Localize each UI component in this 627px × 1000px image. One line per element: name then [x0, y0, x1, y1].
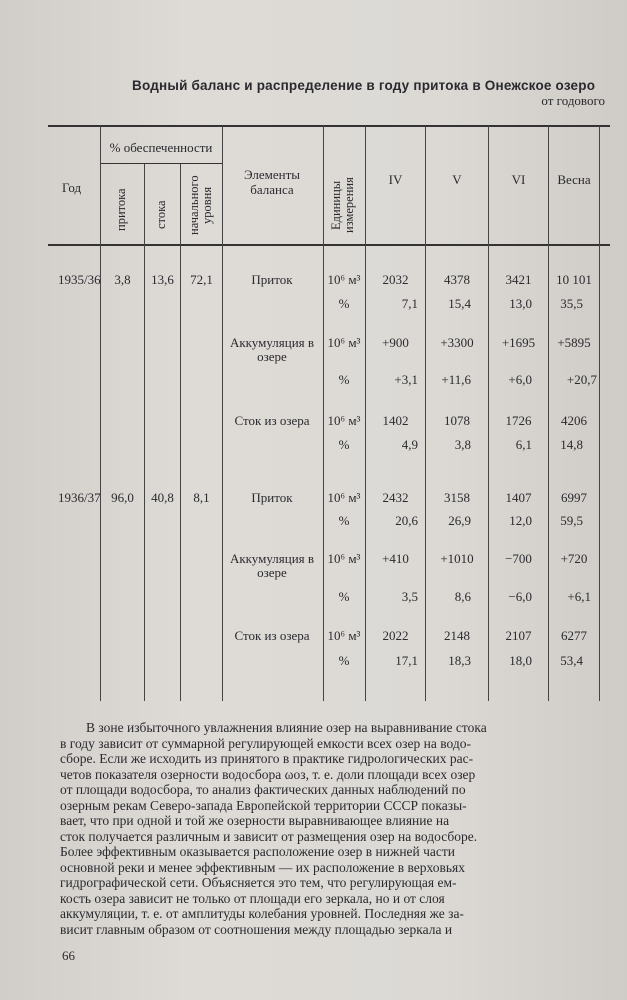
col-rule-2	[144, 164, 145, 701]
unit-volume: 10⁶ м³	[327, 413, 361, 428]
cell: 6997	[561, 490, 587, 505]
paragraph-line: аккумуляции, т. е. от амплитуды колебания уровней. Последняя же за-	[60, 906, 464, 921]
cell: +6,0	[508, 372, 532, 387]
element-name: Приток	[251, 490, 293, 505]
header-units: Единицы измерения	[329, 177, 356, 233]
element-name: Аккумуляция в озере	[229, 551, 315, 580]
header-bottom-rule	[48, 244, 610, 246]
header-initial-level: начального уровня	[187, 175, 214, 235]
cell: 6,1	[515, 437, 532, 452]
cell: −700	[505, 551, 532, 566]
header-runoff: стока	[154, 200, 168, 230]
cell: 2148	[444, 628, 470, 643]
cell: 2107	[505, 628, 532, 643]
cell: 2032	[382, 272, 409, 287]
cell: +720	[560, 551, 588, 566]
header-year: Год	[62, 180, 82, 195]
cell: 4206	[561, 413, 587, 428]
paragraph-line: висит главным образом от соотношения между площадью зеркала и	[60, 921, 453, 937]
unit-percent: %	[338, 653, 350, 668]
cell: 2022	[382, 628, 409, 643]
header-spring: Весна	[557, 172, 591, 187]
paragraph-line: Более эффективным оказывается расположение озер в нижней части	[60, 844, 456, 859]
unit-volume: 10⁶ м³	[327, 272, 361, 287]
cell: 1726	[505, 413, 532, 428]
year-1935-36: 1935/36	[58, 272, 101, 287]
table-title: Водный баланс и распределение в году притока в Онежское озеро	[132, 78, 596, 93]
p-inflow-1935: 3,8	[114, 272, 131, 287]
cell: 4378	[444, 272, 470, 287]
paragraph-line: четов показателя озерности водосбора ωоз, т. е. доли площади всех озер	[60, 766, 476, 782]
paragraph-line: кость озера зависит не только от площади его зеркала, но и от слоя	[60, 890, 445, 906]
cell: 59,5	[560, 513, 583, 528]
cell: 6277	[561, 628, 587, 643]
cell: 18,0	[509, 653, 532, 668]
cell: +1695	[501, 335, 536, 350]
header-month-v: V	[452, 172, 462, 187]
cell: 18,3	[448, 653, 471, 668]
paragraph-line: озерным рекам Северо-запада Европейской территории СССР показы-	[60, 797, 467, 813]
element-name: Аккумуляция в озере	[229, 335, 315, 364]
provision-group-rule	[100, 163, 222, 164]
paragraph-line: гидрографической сети. Объясняется это тем, что регулирующая ем-	[60, 875, 457, 890]
cell: 3421	[505, 272, 532, 287]
p-runoff-1936: 40,8	[151, 490, 174, 505]
unit-percent: %	[338, 513, 350, 528]
cell: 12,0	[509, 513, 532, 528]
unit-percent: %	[338, 437, 350, 452]
cell: +900	[382, 335, 409, 350]
element-name: Сток из озера	[234, 628, 310, 643]
page-number: 66	[62, 948, 75, 963]
cell: +3,1	[394, 372, 418, 387]
cell: 15,4	[448, 296, 471, 311]
cell: −6,0	[508, 589, 532, 604]
year-1936-37: 1936/37	[58, 490, 101, 505]
cell: 4,9	[401, 437, 418, 452]
paragraph-line: от площади водосбора, то анализ фактических данных наблюдений по	[60, 782, 466, 797]
paragraph-line: основной реки и менее эффективным — их расположение в верховьях	[60, 859, 465, 875]
cell: 3,8	[454, 437, 471, 452]
p-runoff-1935: 13,6	[151, 272, 174, 287]
cell: +3300	[440, 335, 474, 350]
header-provision: % обеспеченности	[109, 140, 213, 155]
paragraph-line: сток получается различным и зависит от размещения озер на водосборе.	[60, 828, 478, 844]
unit-percent: %	[338, 372, 350, 387]
col-rule-10	[599, 126, 600, 701]
cell: 1402	[382, 413, 409, 428]
element-name: Приток	[251, 272, 293, 287]
paragraph-line: В зоне избыточного увлажнения влияние озер на выравнивание стока	[86, 720, 487, 735]
cell: 7,1	[401, 296, 418, 311]
header-elements: Элементы баланса	[243, 167, 301, 197]
unit-volume: 10⁶ м³	[327, 490, 361, 505]
cell: 8,6	[454, 589, 471, 604]
cell: 17,1	[395, 653, 418, 668]
paragraph-line: вает, что при одной и той же озерности выравнивающее влияние на	[60, 813, 450, 828]
cell: 2432	[382, 490, 409, 505]
cell: +5895	[557, 335, 591, 350]
header-month-vi: VI	[511, 172, 526, 187]
cell: 1407	[505, 490, 532, 505]
unit-volume: 10⁶ м³	[327, 551, 361, 566]
cell: 3158	[444, 490, 470, 505]
cell: 14,8	[560, 437, 583, 452]
element-name: Сток из озера	[234, 413, 310, 428]
col-rule-3	[180, 164, 181, 701]
cell: 20,6	[395, 513, 418, 528]
header-month-iv: IV	[388, 172, 403, 187]
col-rule-1	[100, 126, 101, 701]
cell: +11,6	[441, 372, 471, 387]
body-paragraph	[60, 720, 585, 937]
header-inflow: притока	[114, 188, 128, 232]
table-top-rule	[48, 125, 610, 127]
paragraph-line: сборе. Если же исходить из принятого в практике гидрологических рас-	[60, 751, 474, 766]
cell: +6,1	[567, 589, 591, 604]
unit-volume: 10⁶ м³	[327, 335, 361, 350]
unit-percent: %	[338, 296, 350, 311]
p-inflow-1936: 96,0	[111, 490, 134, 505]
unit-volume: 10⁶ м³	[327, 628, 361, 643]
cell: 10 101	[556, 272, 592, 287]
cell: 53,4	[560, 653, 583, 668]
p-level-1935: 72,1	[190, 272, 213, 287]
p-level-1936: 8,1	[193, 490, 210, 505]
table-subtitle: от годового	[541, 93, 605, 108]
cell: 35,5	[560, 296, 583, 311]
cell: +1010	[440, 551, 474, 566]
cell: +410	[382, 551, 409, 566]
unit-percent: %	[338, 589, 350, 604]
cell: +20,7	[566, 372, 597, 387]
cell: 26,9	[448, 513, 471, 528]
cell: 1078	[444, 413, 470, 428]
cell: 3,5	[401, 589, 418, 604]
cell: 13,0	[509, 296, 532, 311]
paragraph-line: в году зависит от суммарной регулирующей емкости всех озер на водо-	[60, 735, 471, 751]
